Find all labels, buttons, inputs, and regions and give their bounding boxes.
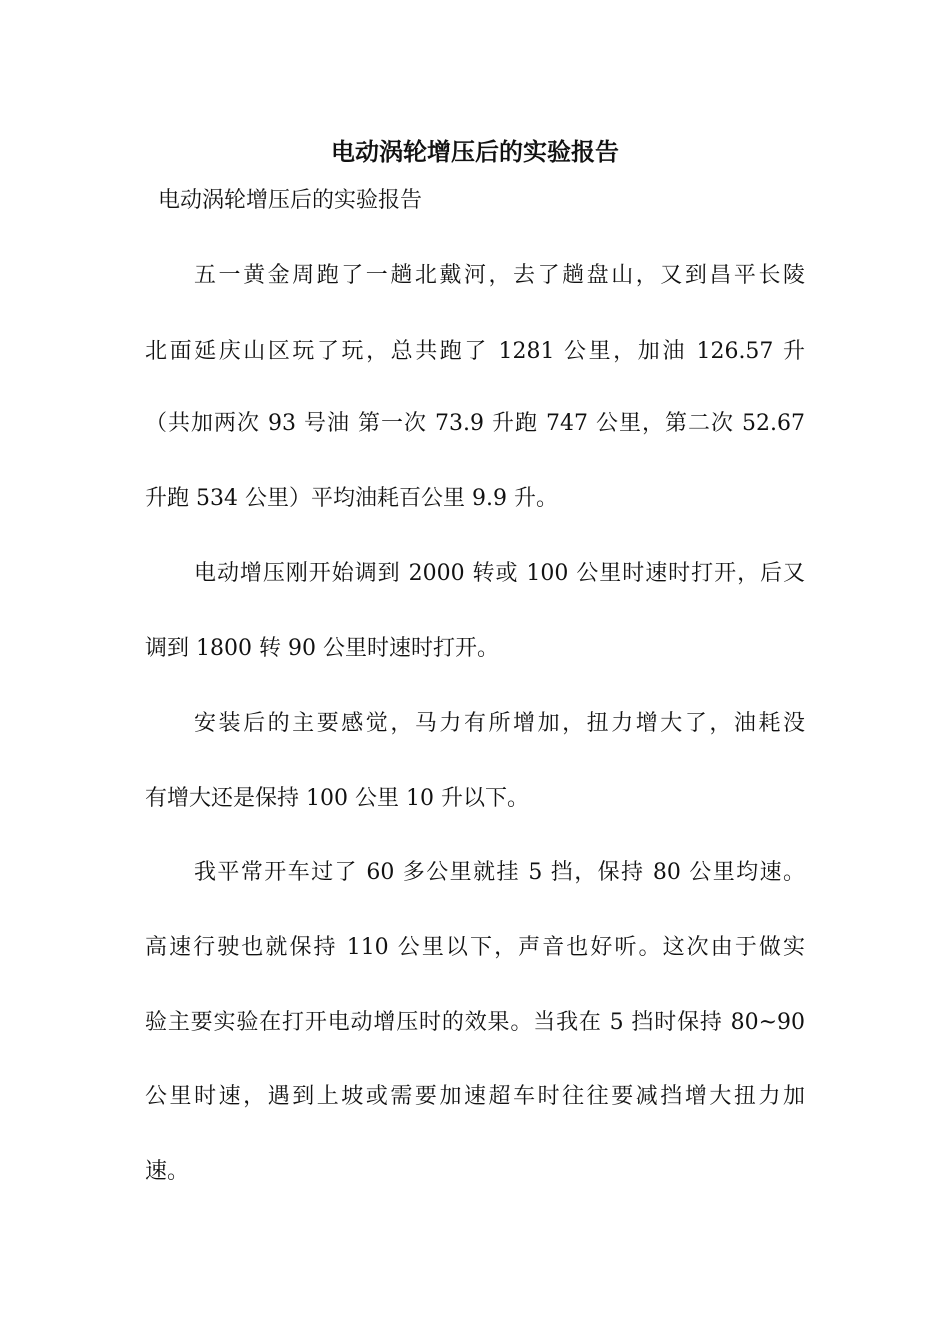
paragraph-3-line-1: 安装后的主要感觉，马力有所增加，扭力增大了，油耗没 — [194, 711, 805, 736]
paragraph-1-line-3: （共加两次 93 号油 第一次 73.9 升跑 747 公里，第二次 52.67 — [145, 411, 805, 436]
paragraph-4-line-5: 速。 — [145, 1159, 190, 1184]
paragraph-4-line-1: 我平常开车过了 60 多公里就挂 5 挡，保持 80 公里均速。 — [194, 860, 805, 885]
paragraph-1-line-1: 五一黄金周跑了一趟北戴河，去了趟盘山，又到昌平长陵 — [194, 263, 805, 288]
paragraph-1-line-4: 升跑 534 公里）平均油耗百公里 9.9 升。 — [145, 486, 558, 511]
paragraph-4-line-3: 验主要实验在打开电动增压时的效果。当我在 5 挡时保持 80~90 — [145, 1010, 805, 1035]
document-title: 电动涡轮增压后的实验报告 — [331, 137, 619, 166]
paragraph-1-line-2: 北面延庆山区玩了玩，总共跑了 1281 公里，加油 126.57 升 — [145, 339, 805, 364]
paragraph-3-line-2: 有增大还是保持 100 公里 10 升以下。 — [145, 786, 529, 811]
paragraph-4-line-2: 高速行驶也就保持 110 公里以下，声音也好听。这次由于做实 — [145, 935, 805, 960]
document-subtitle: 电动涡轮增压后的实验报告 — [158, 188, 423, 213]
paragraph-2-line-1: 电动增压刚开始调到 2000 转或 100 公里时速时打开，后又 — [194, 561, 805, 586]
paragraph-4-line-4: 公里时速，遇到上坡或需要加速超车时往往要减挡增大扭力加 — [145, 1084, 805, 1109]
paragraph-2-line-2: 调到 1800 转 90 公里时速时打开。 — [145, 636, 499, 661]
